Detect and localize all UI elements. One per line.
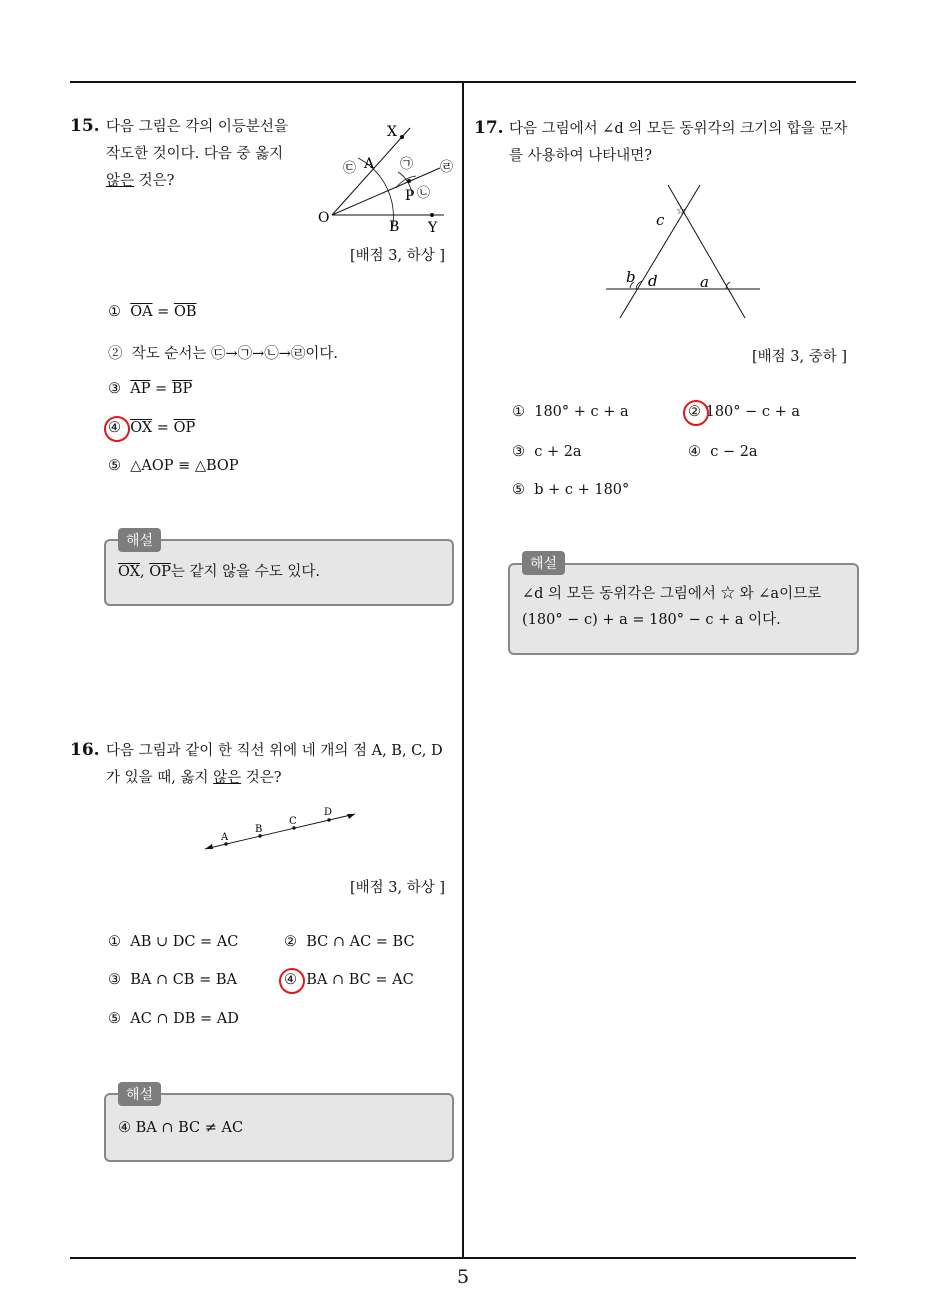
operator: =	[150, 381, 172, 397]
option-mark: ②	[108, 346, 123, 362]
corresponding-angles-figure	[600, 178, 770, 328]
explanation-tag: 해설	[118, 528, 161, 552]
option-5[interactable]	[512, 482, 629, 498]
label-o: O	[318, 210, 330, 226]
option-5[interactable]	[108, 458, 239, 474]
explanation-text-line: (180° − c) + a = 180° − c + a 이다.	[522, 612, 781, 628]
question-text	[106, 114, 316, 195]
separator: ,	[139, 564, 150, 580]
label-c: c	[656, 211, 665, 229]
label-b: B	[389, 219, 400, 235]
option-mark: ①	[108, 934, 121, 950]
label-star: ☆	[676, 204, 686, 217]
label-circled-1: ㉠	[400, 157, 414, 172]
line-points-figure	[200, 802, 360, 854]
question-text-rest: 것은?	[241, 770, 282, 786]
operator: =	[152, 420, 174, 436]
explanation-text-line: ∠d 의 모든 동위각은 그림에서 ☆ 와 ∠a이므로	[522, 586, 822, 602]
question-number: 17.	[474, 118, 504, 138]
point-y	[430, 213, 434, 217]
segment: $\overline{OX}$	[118, 564, 140, 580]
option-1[interactable]	[108, 934, 238, 950]
question-text-line: 작도한 것이다. 다음 중 옳지	[106, 146, 284, 162]
label-x: X	[387, 124, 397, 140]
option-mark: ②	[284, 934, 297, 950]
option-text: BC ∩ AC = BC	[306, 934, 415, 950]
operator: =	[152, 304, 174, 320]
page-number: 5	[457, 1266, 470, 1288]
label-d: d	[648, 272, 658, 290]
option-2[interactable]	[284, 934, 415, 950]
segment: $\overline{OP}$	[149, 564, 171, 580]
bottom-rule	[70, 1257, 856, 1259]
option-text: 작도 순서는 ㉢→㉠→㉡→㉣이다.	[131, 346, 339, 362]
option-text: 180° + c + a	[534, 404, 629, 420]
option-mark: ⑤	[512, 482, 525, 498]
segment: $\overline{OP}$	[173, 420, 196, 436]
option-text: △AOP ≡ △BOP	[130, 458, 239, 474]
column-divider	[462, 83, 464, 1259]
label-circled-4: ㉣	[440, 160, 454, 175]
question-text-line	[106, 765, 458, 792]
question-text-pre: 가 있을 때, 옳지	[106, 770, 214, 786]
underlined-word: 않은	[213, 770, 242, 786]
option-text: b + c + 180°	[534, 482, 630, 498]
option-mark: ⑤	[108, 1011, 121, 1027]
answer-circle-icon	[279, 968, 305, 994]
explanation-text	[118, 559, 320, 585]
point-x	[400, 135, 404, 139]
option-mark: ⑤	[108, 458, 121, 474]
segment: $\overline{OB}$	[173, 304, 197, 320]
arrow-left-icon	[205, 844, 213, 849]
option-3[interactable]	[108, 972, 237, 988]
option-1[interactable]	[108, 304, 197, 320]
answer-circle-icon	[104, 416, 130, 442]
explanation-tag: 해설	[522, 551, 565, 575]
option-text: AC ∩ DB = AD	[130, 1011, 239, 1027]
label-a: a	[700, 273, 709, 291]
option-3[interactable]	[512, 444, 582, 460]
option-mark: ④	[688, 444, 701, 460]
option-text: BA ∩ CB = BA	[130, 972, 237, 988]
score-label: [배점 3, 하상 ]	[350, 880, 446, 896]
option-mark: ②	[688, 404, 701, 420]
option-text: c − 2a	[710, 444, 758, 460]
point-p	[407, 179, 411, 183]
label-y: Y	[428, 220, 438, 236]
arrow-right-icon	[347, 814, 355, 819]
question-text-rest: 것은?	[134, 173, 175, 189]
segment: $\overline{OA}$	[130, 304, 153, 320]
label-a: A	[364, 156, 375, 172]
label-circled-2: ㉡	[417, 186, 431, 201]
option-1[interactable]	[512, 404, 629, 420]
point-d	[327, 818, 330, 821]
score-label: [배점 3, 중하 ]	[752, 349, 848, 365]
question-text	[106, 738, 458, 792]
question-text-line: 다음 그림에서 ∠d 의 모든 동위각의 크기의 합을 문자	[509, 121, 848, 137]
option-2[interactable]	[108, 342, 338, 363]
question-text-line: 다음 그림은 각의 이등분선을	[106, 119, 288, 135]
score-label: [배점 3, 하상 ]	[350, 248, 446, 264]
option-mark: ④	[284, 972, 297, 988]
question-number: 16.	[70, 740, 100, 760]
label-a: A	[221, 832, 229, 843]
label-circled-3: ㉢	[343, 161, 357, 176]
option-mark: ④	[108, 420, 121, 436]
option-mark: ③	[108, 972, 121, 988]
explanation-tag: 해설	[118, 1082, 161, 1106]
explanation-text: ④ BA ∩ BC ≠ AC	[118, 1120, 244, 1136]
option-mark: ①	[108, 304, 121, 320]
option-text: BA ∩ BC = AC	[306, 972, 414, 988]
label-d: D	[324, 807, 333, 818]
option-mark: ①	[512, 404, 525, 420]
segment: $\overline{AP}$	[130, 381, 151, 397]
label-b: b	[626, 268, 636, 286]
label-p: P	[405, 188, 415, 204]
question-text-line: 를 사용하여 나타내면?	[509, 148, 653, 164]
answer-circle-icon	[683, 400, 709, 426]
option-text: 180° − c + a	[705, 404, 801, 420]
explanation-rest: 는 같지 않을 수도 있다.	[170, 564, 320, 580]
underlined-word: 않은	[106, 173, 135, 189]
option-4[interactable]	[688, 444, 758, 460]
option-text: AB ∪ DC = AC	[130, 934, 239, 950]
option-text: c + 2a	[534, 444, 582, 460]
label-b: B	[255, 824, 263, 835]
question-text-line	[106, 168, 316, 195]
label-c: C	[289, 816, 297, 827]
segment: $\overline{OX}$	[130, 420, 153, 436]
angle-bisector-figure	[312, 118, 462, 238]
option-mark: ③	[108, 381, 121, 397]
segment: $\overline{BP}$	[171, 381, 193, 397]
option-3[interactable]	[108, 381, 192, 397]
line-transversal-left	[620, 185, 700, 318]
question-number: 15.	[70, 116, 100, 136]
option-5[interactable]	[108, 1011, 239, 1027]
option-mark: ③	[512, 444, 525, 460]
question-text-line: 다음 그림과 같이 한 직선 위에 네 개의 점 A, B, C, D	[106, 743, 443, 759]
question-text	[509, 116, 859, 170]
